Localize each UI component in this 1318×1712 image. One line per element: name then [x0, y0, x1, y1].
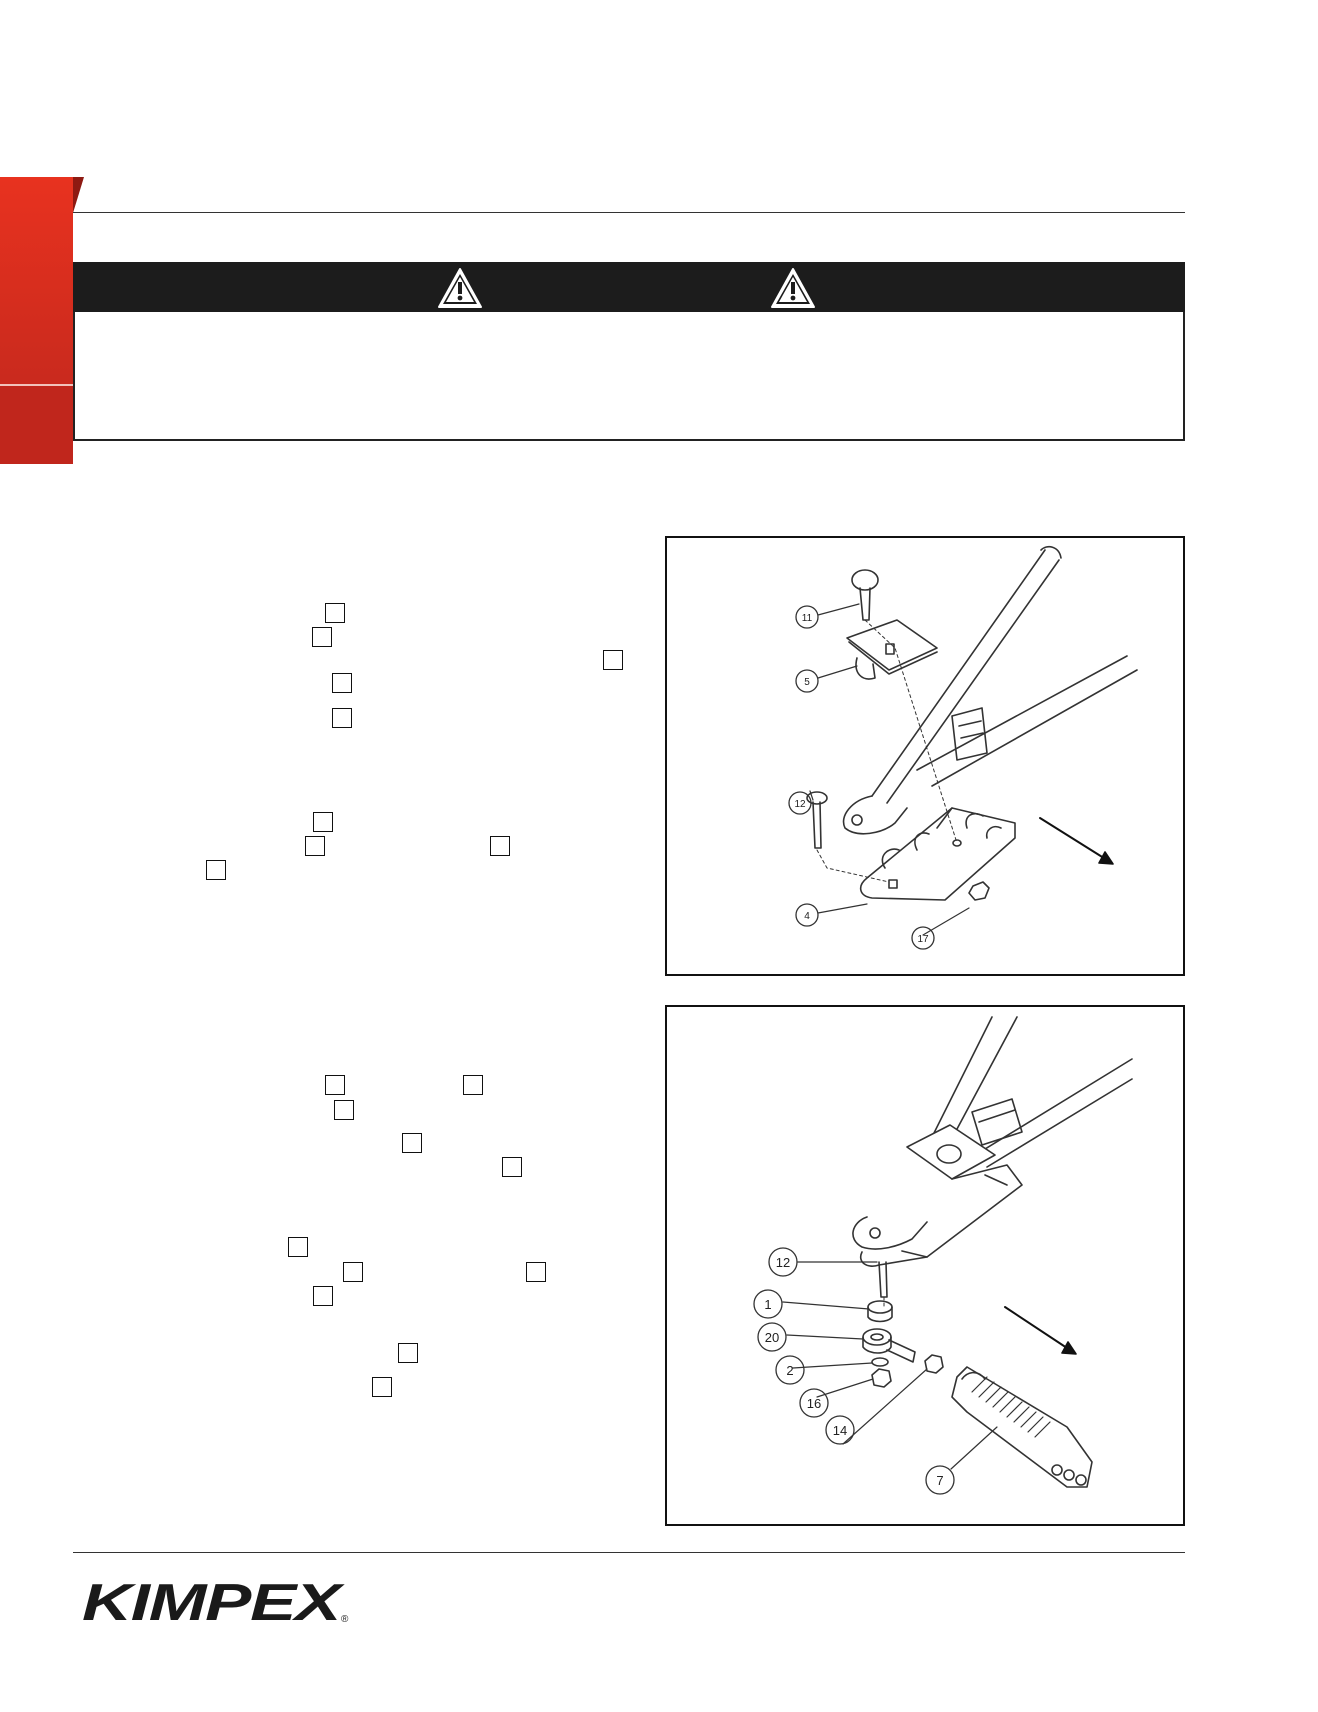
- step-checkbox[interactable]: [332, 673, 352, 693]
- section-tab: [0, 177, 73, 385]
- step-checkbox[interactable]: [313, 812, 333, 832]
- svg-text:12: 12: [775, 1255, 791, 1270]
- kimpex-logo: [82, 1580, 352, 1631]
- step-checkbox[interactable]: [502, 1157, 522, 1177]
- warning-header-bar: [73, 262, 1185, 312]
- callout-1: [754, 1290, 782, 1318]
- step-checkbox[interactable]: [206, 860, 226, 880]
- callout-14: [826, 1416, 854, 1444]
- figure-2: [665, 1005, 1185, 1526]
- svg-text:4: 4: [804, 911, 810, 922]
- svg-text:7: 7: [936, 1473, 944, 1488]
- svg-text:5: 5: [804, 677, 810, 688]
- step-checkbox[interactable]: [402, 1133, 422, 1153]
- callout-20: [758, 1323, 786, 1351]
- step-checkbox[interactable]: [288, 1237, 308, 1257]
- step-checkbox[interactable]: [332, 708, 352, 728]
- step-checkbox[interactable]: [334, 1100, 354, 1120]
- figure-1: [665, 536, 1185, 976]
- svg-text:20: 20: [764, 1330, 780, 1345]
- logo-wordmark: KIMPEX: [82, 1580, 346, 1626]
- step-checkbox[interactable]: [398, 1343, 418, 1363]
- callout-17: [912, 927, 934, 949]
- callout-12: [769, 1248, 797, 1276]
- svg-text:2: 2: [786, 1363, 794, 1378]
- logo-trademark: ®: [341, 1614, 349, 1625]
- warning-triangle-icon: [436, 266, 484, 310]
- step-checkbox[interactable]: [305, 836, 325, 856]
- direction-arrow-icon: [1040, 818, 1113, 864]
- step-checkbox[interactable]: [603, 650, 623, 670]
- svg-text:14: 14: [832, 1423, 848, 1438]
- step-checkbox[interactable]: [490, 836, 510, 856]
- step-checkbox[interactable]: [325, 1075, 345, 1095]
- step-checkbox[interactable]: [343, 1262, 363, 1282]
- svg-text:11: 11: [801, 613, 813, 624]
- svg-text:12: 12: [794, 799, 806, 810]
- footer-rule: [73, 1552, 1185, 1553]
- callout-5: [796, 670, 818, 692]
- step-checkbox[interactable]: [325, 603, 345, 623]
- svg-text:16: 16: [806, 1396, 822, 1411]
- header-rule: [73, 212, 1185, 213]
- callout-7: [926, 1466, 954, 1494]
- callout-12: [789, 792, 811, 814]
- warning-triangle-icon: [769, 266, 817, 310]
- callout-4: [796, 904, 818, 926]
- callout-2: [776, 1356, 804, 1384]
- step-checkbox[interactable]: [526, 1262, 546, 1282]
- svg-text:17: 17: [917, 934, 929, 945]
- callout-11: [796, 606, 818, 628]
- step-checkbox[interactable]: [312, 627, 332, 647]
- direction-arrow-icon: [1005, 1307, 1076, 1354]
- section-tab-lower: [0, 386, 73, 464]
- callout-16: [800, 1389, 828, 1417]
- step-checkbox[interactable]: [313, 1286, 333, 1306]
- section-tab-fold: [73, 177, 84, 213]
- svg-text:1: 1: [764, 1297, 772, 1312]
- figure-2-drawing: [667, 1007, 1183, 1524]
- step-checkbox[interactable]: [372, 1377, 392, 1397]
- step-checkbox[interactable]: [463, 1075, 483, 1095]
- figure-1-drawing: [667, 538, 1183, 974]
